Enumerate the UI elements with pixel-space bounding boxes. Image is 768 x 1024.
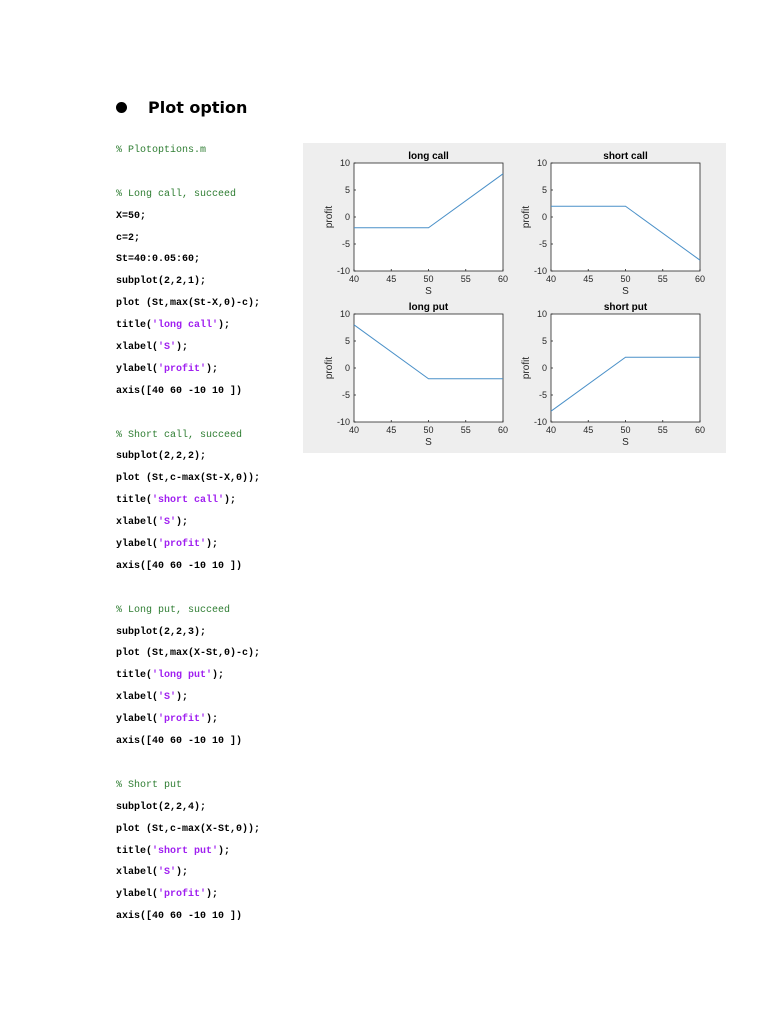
code-text: subplot(2,2,1);: [116, 276, 207, 288]
code-text: );: [176, 517, 189, 529]
code-line: [116, 731, 316, 753]
code-line: [116, 228, 316, 250]
code-text: axis([40 60 -10 10 ]): [116, 736, 243, 748]
code-text: );: [218, 320, 231, 332]
code-string: 'profit': [158, 889, 207, 901]
x-tick-label: 50: [620, 274, 631, 284]
x-tick-label: 50: [423, 425, 434, 435]
y-tick-label: -10: [336, 417, 350, 427]
x-tick-label: 60: [497, 274, 509, 284]
code-line: [116, 490, 316, 512]
code-string: 'S': [158, 692, 177, 704]
code-line: [116, 184, 316, 206]
code-line: [116, 622, 316, 644]
code-blank-line: [116, 403, 316, 425]
x-tick-label: 50: [423, 274, 434, 284]
y-tick-label: 5: [344, 336, 350, 346]
code-text: );: [176, 692, 189, 704]
x-tick-label: 55: [460, 274, 471, 284]
code-line: [116, 534, 316, 556]
code-text: );: [206, 714, 219, 726]
code-string: 'S': [158, 342, 177, 354]
code-text: title(: [116, 320, 153, 332]
code-text: plot (St,c-max(X-St,0));: [116, 823, 261, 835]
section-heading: [116, 95, 247, 119]
code-text: );: [206, 889, 219, 901]
code-blank-line: [116, 753, 316, 775]
code-text: xlabel(: [116, 342, 159, 354]
x-tick-label: 45: [583, 274, 594, 284]
subplot-long-call: [324, 151, 508, 297]
code-text: subplot(2,2,4);: [116, 801, 207, 813]
y-tick-label: 10: [339, 309, 350, 319]
code-string: 'profit': [158, 714, 207, 726]
y-axis-label: profit: [521, 356, 532, 380]
y-axis-label: profit: [324, 356, 335, 380]
code-comment: % Long call, succeed: [116, 188, 237, 200]
code-line: [116, 337, 316, 359]
code-listing: [116, 140, 316, 928]
subplot-long-put: [324, 302, 508, 448]
x-tick-label: 60: [694, 274, 706, 284]
code-string: 'S': [158, 867, 177, 879]
heading-text: Plot option: [148, 97, 248, 117]
y-tick-label: 5: [541, 336, 547, 346]
code-text: title(: [116, 670, 153, 682]
code-string: 'short call': [152, 495, 225, 507]
y-tick-label: -5: [538, 239, 547, 249]
code-line: [116, 775, 316, 797]
code-line: [116, 819, 316, 841]
x-tick-label: 50: [620, 425, 631, 435]
plot-title: long put: [408, 302, 449, 313]
code-text: ylabel(: [116, 714, 159, 726]
x-axis-label: S: [622, 437, 629, 448]
x-axis-label: S: [622, 286, 629, 297]
code-text: plot (St,max(X-St,0)-c);: [116, 648, 261, 660]
x-tick-label: 40: [545, 274, 557, 284]
code-line: [116, 862, 316, 884]
subplot-short-call: [521, 151, 705, 297]
code-text: subplot(2,2,3);: [116, 626, 207, 638]
code-text: );: [206, 539, 219, 551]
code-line: [116, 841, 316, 863]
code-string: 'short put': [152, 845, 219, 857]
code-string: 'profit': [158, 539, 207, 551]
code-comment: % Short call, succeed: [116, 429, 243, 441]
x-tick-label: 45: [386, 425, 397, 435]
code-line: [116, 665, 316, 687]
x-tick-label: 60: [497, 425, 509, 435]
x-tick-label: 40: [545, 425, 557, 435]
code-text: );: [176, 342, 189, 354]
y-axis-label: profit: [521, 205, 532, 229]
y-tick-label: 0: [541, 212, 547, 222]
code-blank-line: [116, 578, 316, 600]
code-line: [116, 315, 316, 337]
code-text: ylabel(: [116, 889, 159, 901]
code-comment: % Long put, succeed: [116, 604, 231, 616]
code-line: [116, 359, 316, 381]
code-line: [116, 468, 316, 490]
code-line: [116, 446, 316, 468]
code-line: [116, 643, 316, 665]
x-axis-label: S: [425, 286, 432, 297]
code-text: X=50;: [116, 210, 147, 222]
code-text: plot (St,max(St-X,0)-c);: [116, 298, 261, 310]
y-tick-label: -5: [341, 390, 350, 400]
code-text: title(: [116, 845, 153, 857]
code-text: axis([40 60 -10 10 ]): [116, 560, 243, 572]
x-tick-label: 55: [657, 274, 668, 284]
x-tick-label: 60: [694, 425, 706, 435]
y-tick-label: -5: [538, 390, 547, 400]
plot-area: [354, 314, 503, 422]
code-text: );: [218, 845, 231, 857]
y-tick-label: 10: [536, 309, 547, 319]
x-tick-label: 45: [583, 425, 594, 435]
y-tick-label: 0: [344, 363, 350, 373]
x-tick-label: 55: [657, 425, 668, 435]
code-line: [116, 512, 316, 534]
plot-figure: [303, 143, 726, 453]
code-text: axis([40 60 -10 10 ]): [116, 911, 243, 923]
code-text: c=2;: [116, 232, 141, 244]
code-line: [116, 206, 316, 228]
plot-title: short call: [603, 151, 648, 162]
bullet-icon: [116, 102, 127, 113]
code-line: [116, 906, 316, 928]
x-tick-label: 45: [386, 274, 397, 284]
code-line: [116, 293, 316, 315]
y-tick-label: 5: [344, 185, 350, 195]
code-line: [116, 271, 316, 293]
plot-area: [551, 163, 700, 271]
x-tick-label: 40: [348, 425, 360, 435]
x-axis-label: S: [425, 437, 432, 448]
code-line: [116, 884, 316, 906]
code-text: );: [176, 867, 189, 879]
code-text: xlabel(: [116, 867, 159, 879]
code-text: );: [206, 363, 219, 375]
code-text: );: [212, 670, 225, 682]
plot-area: [551, 314, 700, 422]
code-line: [116, 709, 316, 731]
code-string: 'long call': [152, 320, 219, 332]
plot-area: [354, 163, 503, 271]
code-comment: % Short put: [116, 779, 183, 791]
code-blank-line: [116, 162, 316, 184]
code-comment: % Plotoptions.m: [116, 145, 207, 156]
code-text: ylabel(: [116, 363, 159, 375]
x-tick-label: 40: [348, 274, 360, 284]
subplot-short-put: [521, 302, 705, 448]
code-text: title(: [116, 495, 153, 507]
code-text: );: [224, 495, 237, 507]
code-text: xlabel(: [116, 692, 159, 704]
code-string: 'profit': [158, 363, 207, 375]
code-text: St=40:0.05:60;: [116, 254, 201, 266]
code-line: [116, 249, 316, 271]
y-tick-label: -10: [533, 417, 547, 427]
x-tick-label: 55: [460, 425, 471, 435]
code-string: 'S': [158, 517, 177, 529]
code-line: [116, 140, 316, 162]
y-tick-label: -5: [341, 239, 350, 249]
y-tick-label: 5: [541, 185, 547, 195]
code-line: [116, 425, 316, 447]
subplot-grid: [303, 143, 726, 453]
plot-title: long call: [408, 151, 449, 162]
code-line: [116, 381, 316, 403]
code-text: xlabel(: [116, 517, 159, 529]
y-axis-label: profit: [324, 205, 335, 229]
y-tick-label: 10: [339, 158, 350, 168]
y-tick-label: 0: [541, 363, 547, 373]
y-tick-label: -10: [533, 266, 547, 276]
code-line: [116, 797, 316, 819]
code-string: 'long put': [152, 670, 213, 682]
code-line: [116, 556, 316, 578]
code-line: [116, 600, 316, 622]
code-text: subplot(2,2,2);: [116, 451, 207, 463]
code-line: [116, 687, 316, 709]
code-text: ylabel(: [116, 539, 159, 551]
code-text: axis([40 60 -10 10 ]): [116, 385, 243, 397]
y-tick-label: -10: [336, 266, 350, 276]
plot-title: short put: [603, 302, 648, 313]
y-tick-label: 0: [344, 212, 350, 222]
y-tick-label: 10: [536, 158, 547, 168]
code-text: plot (St,c-max(St-X,0));: [116, 473, 261, 485]
